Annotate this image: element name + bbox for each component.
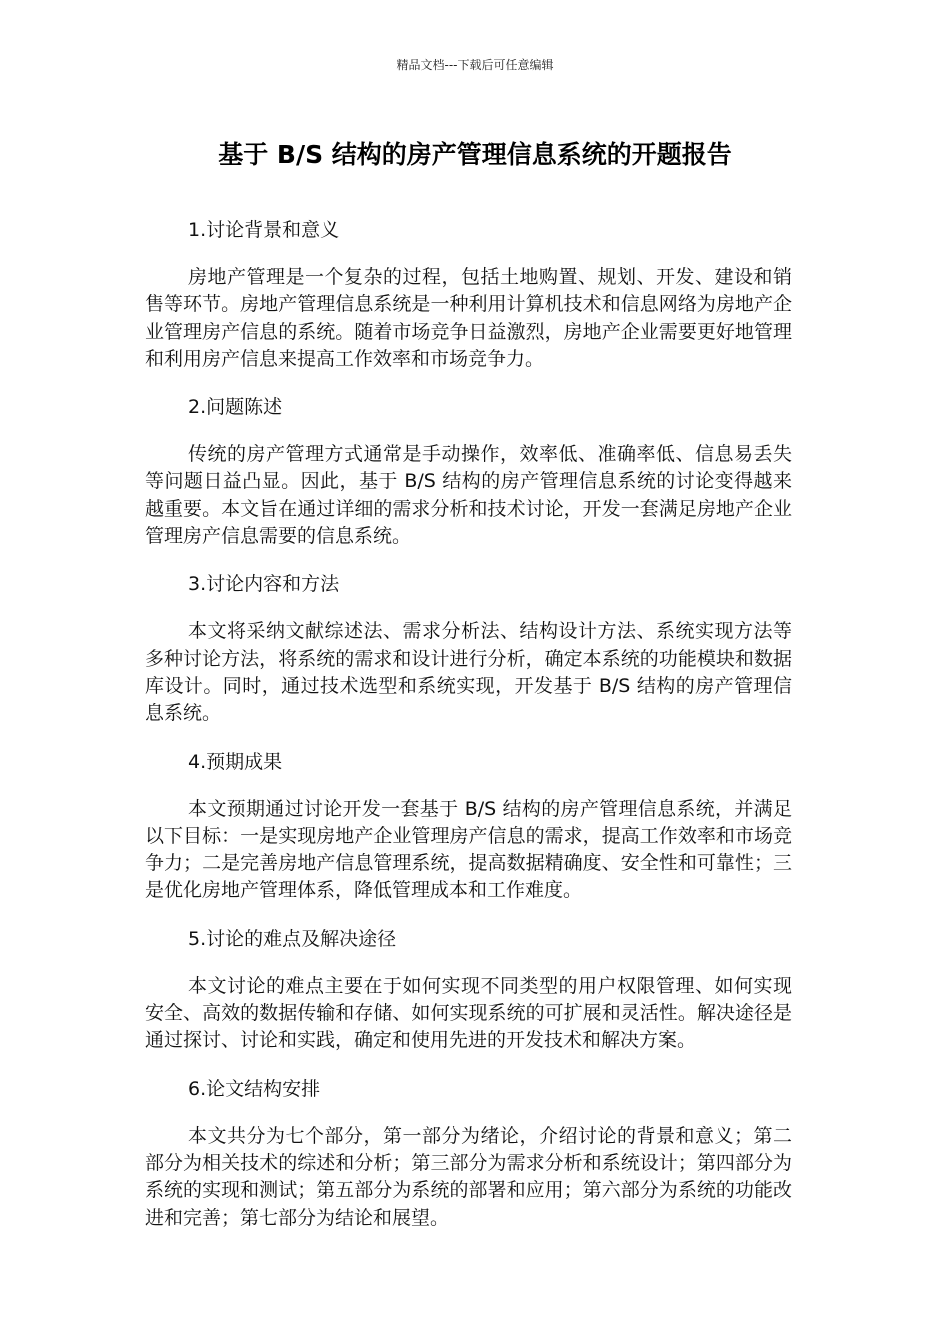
section-paragraph: 本文将采纳文献综述法、需求分析法、结构设计方法、系统实现方法等多种讨论方法，将系统的需求和设计进行分析，确定本系统的功能模块和数据库设计。同时，通过技术选型和系统实现，开发基于 B/S 结构的房产管理信息系统。 bbox=[145, 620, 792, 725]
section-heading: 2.问题陈述 bbox=[188, 396, 283, 419]
header-note: 精品文档---下载后可任意编辑 bbox=[396, 58, 554, 72]
section-paragraph: 传统的房产管理方式通常是手动操作，效率低、准确率低、信息易丢失等问题日益凸显。因此，基于 B/S 结构的房产管理信息系统的讨论变得越来越重要。本文旨在通过详细的需求分析和技术讨论，开发一套满足房地产企业管理房产信息需要的信息系统。 bbox=[145, 443, 792, 548]
section-paragraph: 本文预期通过讨论开发一套基于 B/S 结构的房产管理信息系统，并满足以下目标：一是实现房地产企业管理房产信息的需求，提高工作效率和市场竞争力；二是完善房地产信息管理系统，提高数据精确度、安全性和可靠性；三是优化房地产管理体系，降低管理成本和工作难度。 bbox=[145, 797, 792, 902]
document-title: 基于 B/S 结构的房产管理信息系统的开题报告 bbox=[218, 140, 732, 169]
document-body bbox=[145, 217, 792, 1253]
section-heading: 1.讨论背景和意义 bbox=[188, 219, 340, 241]
section-content-methods bbox=[145, 571, 792, 727]
section-difficulties bbox=[145, 926, 792, 1055]
section-expected-results bbox=[145, 749, 792, 905]
section-thesis-structure bbox=[145, 1076, 792, 1232]
section-paragraph: 房地产管理是一个复杂的过程，包括土地购置、规划、开发、建设和销售等环节。房地产管理信息系统是一种利用计算机技术和信息网络为房地产企业管理房产信息的系统。随着市场竞争日益激烈，房地产企业需要更好地管理和利用房产信息来提高工作效率和市场竞争力。 bbox=[145, 266, 792, 370]
section-problem-statement bbox=[145, 394, 792, 550]
section-background bbox=[145, 217, 792, 373]
section-paragraph: 本文共分为七个部分，第一部分为绪论，介绍讨论的背景和意义；第二部分为相关技术的综述和分析；第三部分为需求分析和系统设计；第四部分为系统的实现和测试；第五部分为系统的部署和应用；第六部分为系统的功能改进和完善；第七部分为结论和展望。 bbox=[145, 1124, 792, 1229]
section-heading: 4.预期成果 bbox=[188, 750, 283, 773]
section-heading: 5.讨论的难点及解决途径 bbox=[188, 927, 397, 950]
section-paragraph: 本文讨论的难点主要在于如何实现不同类型的用户权限管理、如何实现安全、高效的数据传输和存储、如何实现系统的可扩展和灵活性。解决途径是通过探讨、讨论和实践，确定和使用先进的开发技术和解决方案。 bbox=[145, 974, 792, 1052]
section-heading: 3.讨论内容和方法 bbox=[188, 573, 340, 596]
section-heading: 6.论文结构安排 bbox=[188, 1077, 321, 1100]
